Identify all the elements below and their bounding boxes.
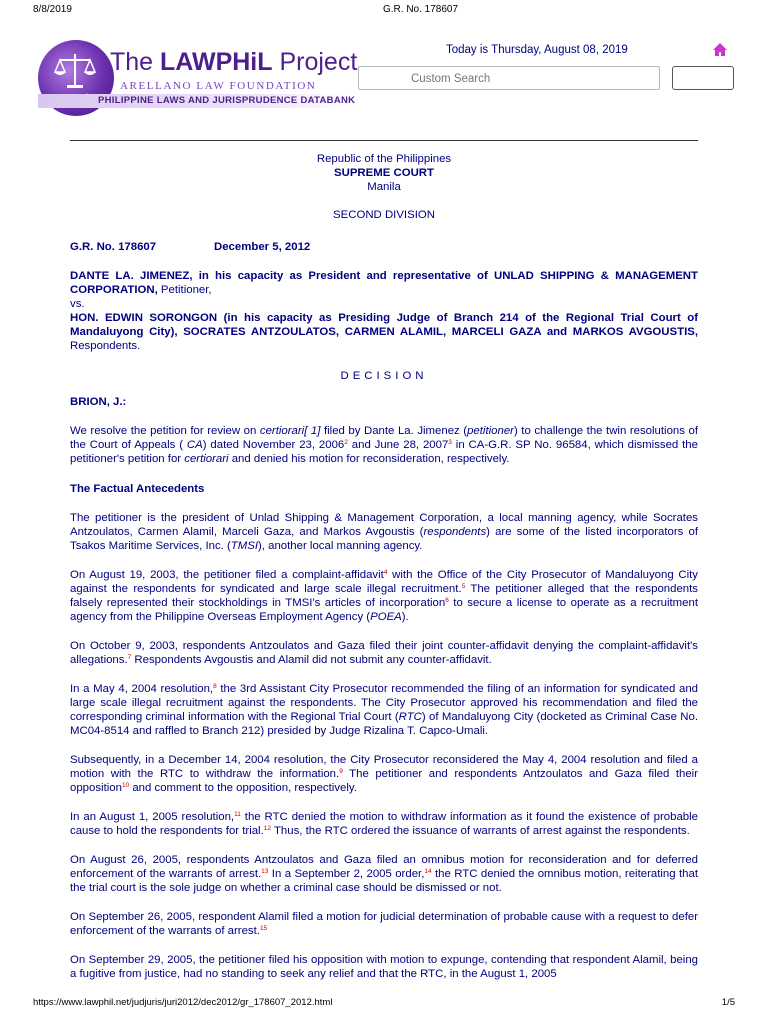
footnote-link[interactable]: 5 [461, 583, 466, 590]
footnote-link[interactable]: 14 [424, 868, 432, 875]
paragraph-8: On August 26, 2005, respondents Antzoulatos and Gaza filed an omnibus motion for reconsideration and for deferred enforcement of the warrants of arrest.$^{13}$ In a September 2, 2005 order,$^{14}$ the RTC denied the omnibus motion, reiterating that the trial court is the sole judge on whether a criminal case should be dismissed or not. [70, 854, 698, 894]
footnote-link[interactable]: 13 [261, 868, 269, 875]
gr-number: G.R. No. 178607 [70, 241, 157, 253]
republic-line: Republic of the Philippines [316, 153, 452, 165]
page-number: 1/5 [721, 997, 735, 1008]
brand-title: The LAWPHiL Project [110, 48, 358, 76]
footnote-link[interactable]: 9 [339, 768, 343, 775]
paragraph-1: We resolve the petition for review on certiorari[ 1] filed by Dante La. Jimenez (petitioner) to challenge the twin resolutions of the Court of Appeals ( CA) dated November 23, 2006$^2$ and June 28, 2007$^3$ in CA-G.R. SP No. 96584, which dismissed the petitioner's petition for certiorari and denied his motion for reconsideration, respectively. [70, 425, 698, 465]
page-url: https://www.lawphil.net/judjuris/juri2012/dec2012/gr_178607_2012.html [33, 997, 333, 1008]
footnote-link[interactable]: 10 [121, 782, 130, 789]
databank-label: PHILIPPINE LAWS AND JURISPRUDENCE DATABANK [98, 95, 356, 106]
footnote-link[interactable]: 6 [445, 597, 449, 604]
search-input[interactable] [409, 69, 693, 89]
today-date: Today is Thursday, August 08, 2019 [446, 44, 628, 56]
search-button[interactable] [672, 66, 734, 90]
home-icon[interactable] [712, 42, 728, 58]
print-title: G.R. No. 178607 [383, 4, 459, 15]
respondents-role: Respondents. [70, 340, 141, 352]
decision-date: December 5, 2012 [214, 241, 311, 253]
case-parties [70, 269, 698, 353]
paragraph-5: In a May 4, 2004 resolution,$^8$ the 3rd Assistant City Prosecutor recommended the filing of an information for syndicated and large scale illegal recruitment against the respondents. The City Prosecutor approved his recommendation and filed the corresponding criminal information with the Regional Trial Court (RTC) of Mandaluyong City (docketed as Criminal Case No. MC04-8514 and raffled to Branch 212) presided by Judge Rizalina T. Capco-Umali. [70, 683, 699, 737]
case-number-row [70, 240, 698, 254]
versus: vs. [70, 298, 85, 310]
scales-of-justice-icon [52, 50, 98, 92]
factual-antecedents-heading: The Factual Antecedents [70, 483, 205, 495]
paragraph-2: The petitioner is the president of Unlad Shipping & Management Corporation, a local manning agency, while Socrates Antzoulatos, Carmen Alamil, Marceli Gaza, and Markos Avgoustis (respondents) are some of the listed incorporators of Tsakos Maritime Services, Inc. (TMSI), another local manning agency. [70, 512, 698, 552]
print-header [0, 4, 768, 18]
footnote-link[interactable]: 11 [234, 811, 241, 818]
header-divider [70, 140, 698, 141]
court-name: SUPREME COURT [334, 167, 434, 179]
custom-search-box[interactable] [358, 66, 660, 90]
footnote-link[interactable]: 7 [127, 654, 132, 661]
paragraph-3: On August 19, 2003, the petitioner filed a complaint-affidavit$^4$ with the Office of the City Prosecutor of Mandaluyong City against the respondents for syndicated and large scale illegal recruitment.$^5$ The petitioner alleged that the respondents falsely represented their stockholdings in TMSI's articles of incorporation$^6$ to secure a license to operate as a recruitment agency from the Philippine Overseas Employment Agency (POEA). [70, 569, 699, 623]
paragraph-10: On September 29, 2005, the petitioner filed his opposition with motion to expunge, contending that respondent Alamil, being a fugitive from justice, had no standing to seek any relief and that the RTC, in the August 1, 2005 [70, 954, 698, 980]
footnote-link[interactable]: 12 [263, 825, 271, 832]
brand-subtitle: ARELLANO LAW FOUNDATION [120, 80, 317, 92]
databank-bar [38, 94, 354, 108]
footnote-link[interactable]: 3 [448, 439, 452, 446]
site-banner[interactable] [38, 36, 358, 118]
petitioner-role: Petitioner, [157, 284, 212, 296]
paragraph-6: Subsequently, in a December 14, 2004 resolution, the City Prosecutor reconsidered the May 4, 2004 resolution and filed a motion with the RTC to withdraw the information.$^9$ The petitioner and respondents Antzoulatos and Gaza filed their opposition$^{10}$ and comment to the opposition, respectively. [70, 754, 698, 794]
footnote-link[interactable]: 8 [213, 683, 217, 690]
print-date: 8/8/2019 [33, 4, 72, 15]
decision-document [70, 152, 698, 981]
petitioner-name: DANTE LA. JIMENEZ, in his capacity as President and representative of UNLAD SHIPPING & MANAGEMENT CORPORATION, [70, 270, 698, 296]
footnote-link[interactable]: [ 1] [304, 425, 321, 437]
division: SECOND DIVISION [333, 209, 435, 221]
paragraph-9: On September 26, 2005, respondent Alamil filed a motion for judicial determination of probable cause with a request to defer enforcement of the warrants of arrest.$^{15}$ [70, 911, 698, 937]
respondents-names: HON. EDWIN SORONGON (in his capacity as Presiding Judge of Branch 214 of the Regional Trial Court of Mandaluyong City), SOCRATES ANTZOULATOS, CARMEN ALAMIL, MARCELI GAZA and MARKOS AVGOUSTIS, [70, 312, 698, 338]
footnote-link[interactable]: 15 [259, 925, 268, 932]
footnote-link[interactable]: 4 [383, 569, 388, 576]
print-footer [0, 997, 768, 1011]
decision-heading: DECISION [340, 370, 428, 382]
footnote-link[interactable]: 2 [344, 439, 348, 446]
ponente: BRION, J.: [70, 396, 127, 408]
court-city: Manila [367, 181, 401, 193]
paragraph-4: On October 9, 2003, respondents Antzoulatos and Gaza filed their joint counter-affidavit denying the complaint-affidavit's allegations.$^7$ Respondents Avgoustis and Alamil did not submit any counter-affidavit. [70, 640, 698, 666]
paragraph-7: In an August 1, 2005 resolution,$^{11}$ the RTC denied the motion to withdraw information as it found the existence of probable cause to hold the respondents for trial.$^{12}$ Thus, the RTC ordered the issuance of warrants of arrest against the respondents. [70, 811, 698, 837]
